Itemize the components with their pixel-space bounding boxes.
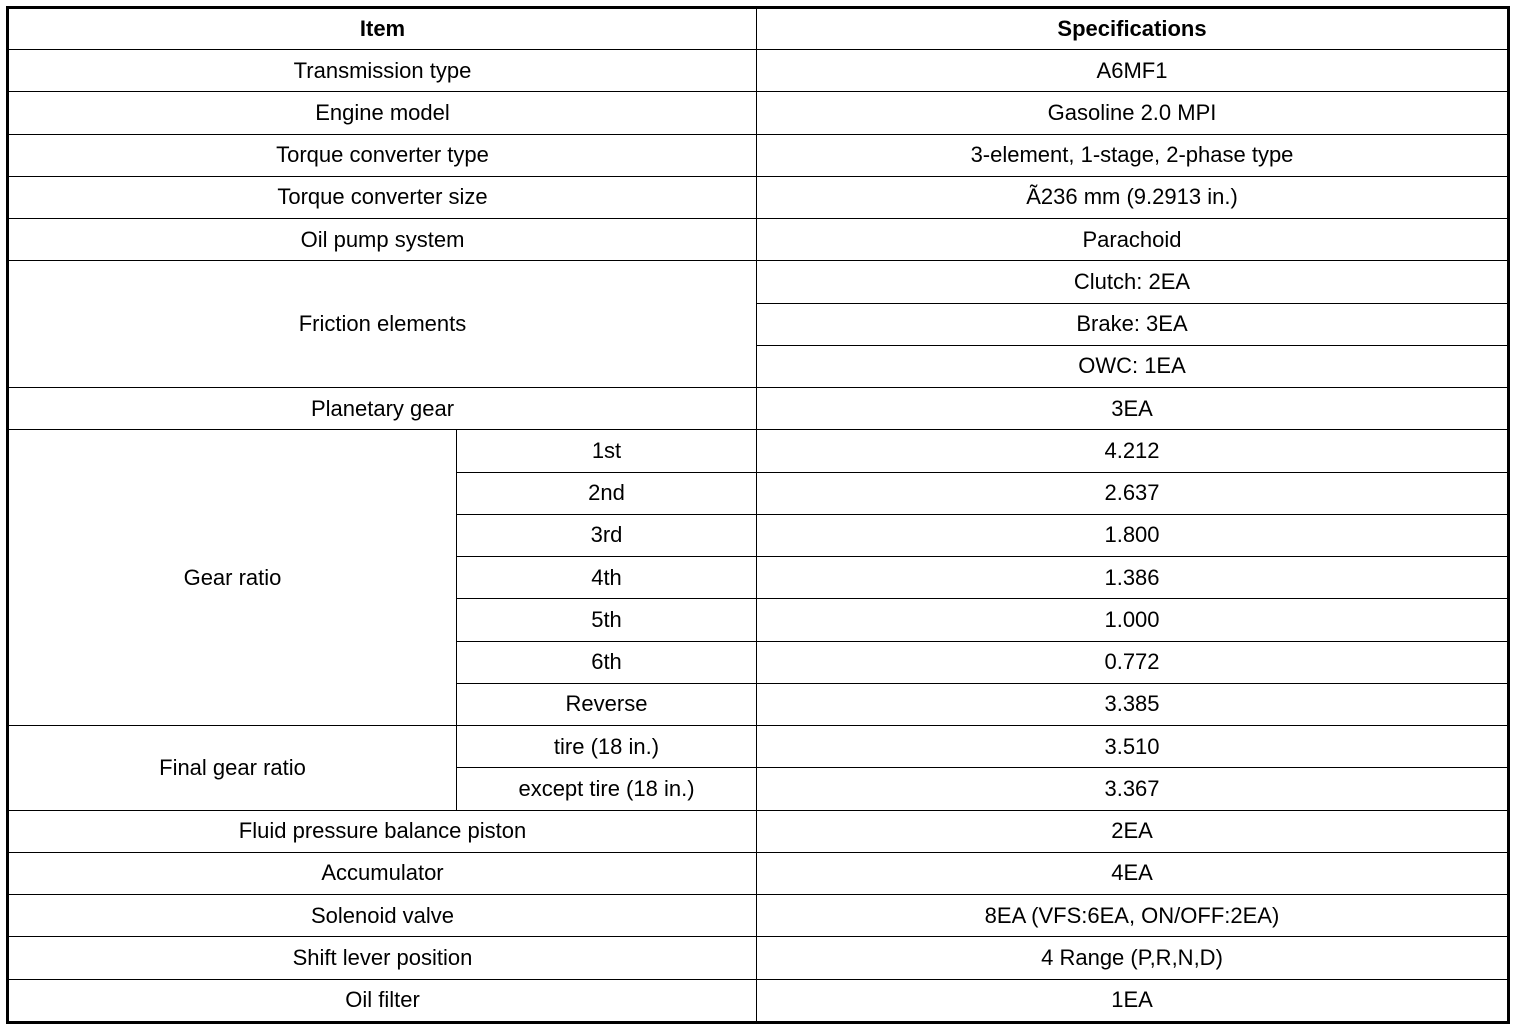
item-cell: Engine model — [8, 92, 757, 134]
table-row — [8, 176, 1509, 218]
sub-item-cell: Reverse — [457, 683, 757, 725]
spec-cell: Ã236 mm (9.2913 in.) — [757, 176, 1509, 218]
spec-cell: 3.367 — [757, 768, 1509, 810]
table-row — [8, 134, 1509, 176]
table-row — [8, 726, 1509, 768]
item-cell: Friction elements — [8, 261, 757, 388]
spec-cell: 3EA — [757, 388, 1509, 430]
item-cell: Solenoid valve — [8, 895, 757, 937]
specifications-table — [6, 6, 1510, 1024]
item-cell: Torque converter type — [8, 134, 757, 176]
spec-cell: 1.386 — [757, 557, 1509, 599]
item-cell: Gear ratio — [8, 430, 457, 726]
spec-cell: 3.385 — [757, 683, 1509, 725]
table-row — [8, 388, 1509, 430]
spec-cell: Brake: 3EA — [757, 303, 1509, 345]
sub-item-cell: 2nd — [457, 472, 757, 514]
spec-cell: 4 Range (P,R,N,D) — [757, 937, 1509, 979]
spec-cell: 0.772 — [757, 641, 1509, 683]
table-row — [8, 810, 1509, 852]
table-row — [8, 979, 1509, 1023]
spec-cell: Parachoid — [757, 219, 1509, 261]
table-row — [8, 50, 1509, 92]
spec-cell: 3.510 — [757, 726, 1509, 768]
sub-item-cell: 1st — [457, 430, 757, 472]
table-row — [8, 852, 1509, 894]
sub-item-cell: except tire (18 in.) — [457, 768, 757, 810]
table-row — [8, 261, 1509, 303]
sub-item-cell: tire (18 in.) — [457, 726, 757, 768]
table-row — [8, 895, 1509, 937]
spec-cell: 3-element, 1-stage, 2-phase type — [757, 134, 1509, 176]
spec-cell: OWC: 1EA — [757, 345, 1509, 387]
header-specifications: Specifications — [757, 8, 1509, 50]
table-row — [8, 430, 1509, 472]
item-cell: Transmission type — [8, 50, 757, 92]
sub-item-cell: 6th — [457, 641, 757, 683]
item-cell: Planetary gear — [8, 388, 757, 430]
spec-cell: 1.800 — [757, 514, 1509, 556]
spec-cell: Clutch: 2EA — [757, 261, 1509, 303]
spec-cell: 2.637 — [757, 472, 1509, 514]
item-cell: Accumulator — [8, 852, 757, 894]
header-row — [8, 8, 1509, 50]
header-item: Item — [8, 8, 757, 50]
spec-cell: Gasoline 2.0 MPI — [757, 92, 1509, 134]
item-cell: Shift lever position — [8, 937, 757, 979]
spec-cell: A6MF1 — [757, 50, 1509, 92]
item-cell: Torque converter size — [8, 176, 757, 218]
item-cell: Oil pump system — [8, 219, 757, 261]
sub-item-cell: 5th — [457, 599, 757, 641]
spec-cell: 8EA (VFS:6EA, ON/OFF:2EA) — [757, 895, 1509, 937]
sub-item-cell: 4th — [457, 557, 757, 599]
spec-cell: 1EA — [757, 979, 1509, 1023]
item-cell: Fluid pressure balance piston — [8, 810, 757, 852]
spec-cell: 4.212 — [757, 430, 1509, 472]
spec-cell: 4EA — [757, 852, 1509, 894]
spec-cell: 1.000 — [757, 599, 1509, 641]
table-row — [8, 219, 1509, 261]
spec-cell: 2EA — [757, 810, 1509, 852]
table-row — [8, 937, 1509, 979]
table-row — [8, 92, 1509, 134]
sub-item-cell: 3rd — [457, 514, 757, 556]
item-cell: Final gear ratio — [8, 726, 457, 811]
item-cell: Oil filter — [8, 979, 757, 1023]
